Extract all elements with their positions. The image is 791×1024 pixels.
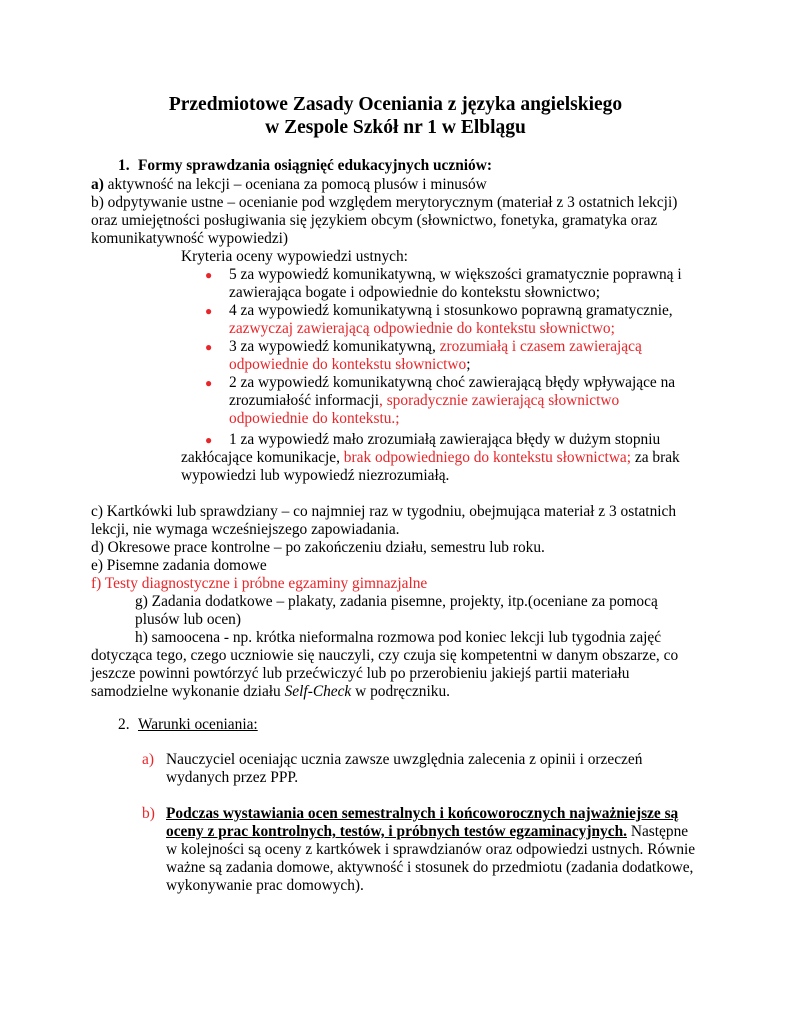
item-h-last-tail: w podręczniku.: [351, 683, 451, 700]
item-g-line-2: plusów lub ocen): [135, 611, 242, 628]
criterion-5-line-1: 5 za wypowiedź komunikatywną, w większości gramatycznie poprawną i: [229, 266, 682, 283]
criterion-3-red-text: zrozumiałą i czasem zawierającą: [439, 338, 642, 355]
item-c-line-1: c) Kartkówki lub sprawdziany – co najmniej raz w tygodniu, obejmująca materiał z 3 ostatnich: [91, 503, 677, 520]
item-h-line-1: h) samoocena - np. krótka nieformalna rozmowa pod koniec lekcji lub tygodnia zajęć: [135, 629, 662, 646]
criterion-1-text: zakłócające komunikacje,: [181, 449, 344, 466]
section-2-b-line-5: wykonywanie prac domowych).: [166, 877, 364, 894]
criterion-5-line-2: zawierająca bogate i odpowiednie do kontekstu słownictwo;: [229, 284, 600, 301]
section-2-a-line-2: wydanych przez PPP.: [166, 769, 299, 786]
criterion-1-tail: za brak: [631, 449, 680, 466]
criteria-heading: Kryteria oceny wypowiedzi ustnych:: [181, 248, 408, 265]
section-2-b-tail: Następne: [626, 823, 689, 840]
criterion-2-text: zrozumiałość informacji: [229, 392, 379, 409]
section-2-heading: Warunki oceniania:: [138, 716, 258, 733]
section-2-b-label: b): [142, 805, 155, 822]
item-e: e) Pisemne zadania domowe: [91, 557, 267, 574]
criterion-1-line-3: wypowiedzi lub wypowiedź niezrozumiałą.: [181, 467, 450, 484]
bullet-icon: ●: [205, 304, 213, 318]
item-g-line-1: g) Zadania dodatkowe – plakaty, zadania pisemne, projekty, itp.(oceniane za pomocą: [135, 593, 658, 610]
criterion-1-line-1: 1 za wypowiedź mało zrozumiałą zawierająca błędy w dużym stopniu: [229, 431, 661, 448]
criterion-1-line-2: [181, 449, 680, 467]
criterion-2-line-2: [229, 392, 619, 410]
item-a-text: aktywność na lekcji – oceniana za pomocą plusów i minusów: [103, 176, 487, 193]
criterion-2-line-3: odpowiednie do kontekstu.;: [229, 410, 400, 427]
bullet-icon: ●: [205, 376, 213, 390]
item-d: d) Okresowe prace kontrolne – po zakończeniu działu, semestru lub roku.: [91, 539, 545, 556]
item-b-line-2: oraz umiejętności posługiwania się językiem obcym (słownictwo, fonetyka, gramatyka oraz: [91, 212, 658, 229]
item-h-last-text: samodzielne wykonanie działu: [91, 683, 285, 700]
section-2-a-line-1: Nauczyciel oceniając ucznia zawsze uwzględnia zalecenia z opinii i orzeczeń: [166, 751, 643, 768]
section-2-b-line-3: w kolejności są oceny z kartkówek i sprawdzianów oraz odpowiedzi ustnych. Równie: [166, 841, 696, 858]
item-a-label: a): [91, 176, 104, 193]
bullet-icon: ●: [205, 433, 213, 447]
criterion-4-line-1: 4 za wypowiedź komunikatywną i stosunkowo poprawną gramatycznie,: [229, 302, 673, 319]
bullet-icon: ●: [205, 268, 213, 282]
section-2-b-bold-line-2: oceny z prac kontrolnych, testów, i próbnych testów egzaminacyjnych.: [166, 823, 627, 840]
criterion-2-line-1: 2 za wypowiedź komunikatywną choć zawierającą błędy wpływające na: [229, 374, 676, 391]
criterion-3-text: 3 za wypowiedź komunikatywną,: [229, 338, 440, 355]
section-1-number: 1.: [118, 157, 130, 174]
section-2-a-label: a): [142, 751, 154, 768]
item-h-line-4: [91, 683, 450, 701]
section-2-b-line-2: [166, 823, 688, 841]
document-title-line-2: w Zespole Szkół nr 1 w Elblągu: [265, 117, 526, 138]
criterion-3-red-text-2: odpowiednie do kontekstu słownictwo: [229, 356, 467, 373]
bullet-icon: ●: [205, 340, 213, 354]
item-b-line-1: b) odpytywanie ustne – ocenianie pod względem merytorycznym (materiał z 3 ostatnich lekcji): [91, 194, 678, 211]
item-a: [91, 176, 487, 194]
item-b-line-3: komunikatywność wypowiedzi): [91, 230, 289, 247]
criterion-1-red-text: brak odpowiedniego do kontekstu słownictwa;: [343, 449, 632, 466]
item-c-line-2: lekcji, nie wymaga wcześniejszego zapowiadania.: [91, 521, 400, 538]
criterion-3-tail: ;: [466, 356, 471, 373]
criterion-4-line-2: zazwyczaj zawierającą odpowiednie do kontekstu słownictwo;: [229, 320, 615, 337]
document-title-line-1: Przedmiotowe Zasady Oceniania z języka angielskiego: [168, 94, 623, 115]
section-2-b-line-4: ważne są zadania domowe, aktywność i stosunek do przedmiotu (zadania dodatkowe,: [166, 859, 694, 876]
item-h-line-3: jeszcze powinni powtórzyć lub przećwiczyć lub po przerobieniu jakiejś partii materiału: [91, 665, 630, 682]
section-2-number: 2.: [118, 716, 130, 733]
criterion-3-line-1: [229, 338, 642, 356]
criterion-3-line-2: [229, 356, 471, 374]
section-2-b-bold-line-1: Podczas wystawiania ocen semestralnych i końcoworocznych najważniejsze są: [166, 805, 679, 822]
criterion-2-red-text: , sporadycznie zawierającą słownictwo: [379, 392, 620, 409]
section-1-heading: Formy sprawdzania osiągnięć edukacyjnych uczniów:: [138, 157, 492, 174]
self-check-italic: Self-Check: [284, 683, 352, 700]
item-f: f) Testy diagnostyczne i próbne egzaminy gimnazjalne: [91, 575, 428, 592]
item-h-line-2: dotycząca tego, czego uczniowie się nauczyli, czy czuja się kompetentni w danym obszarze, co: [91, 647, 679, 664]
